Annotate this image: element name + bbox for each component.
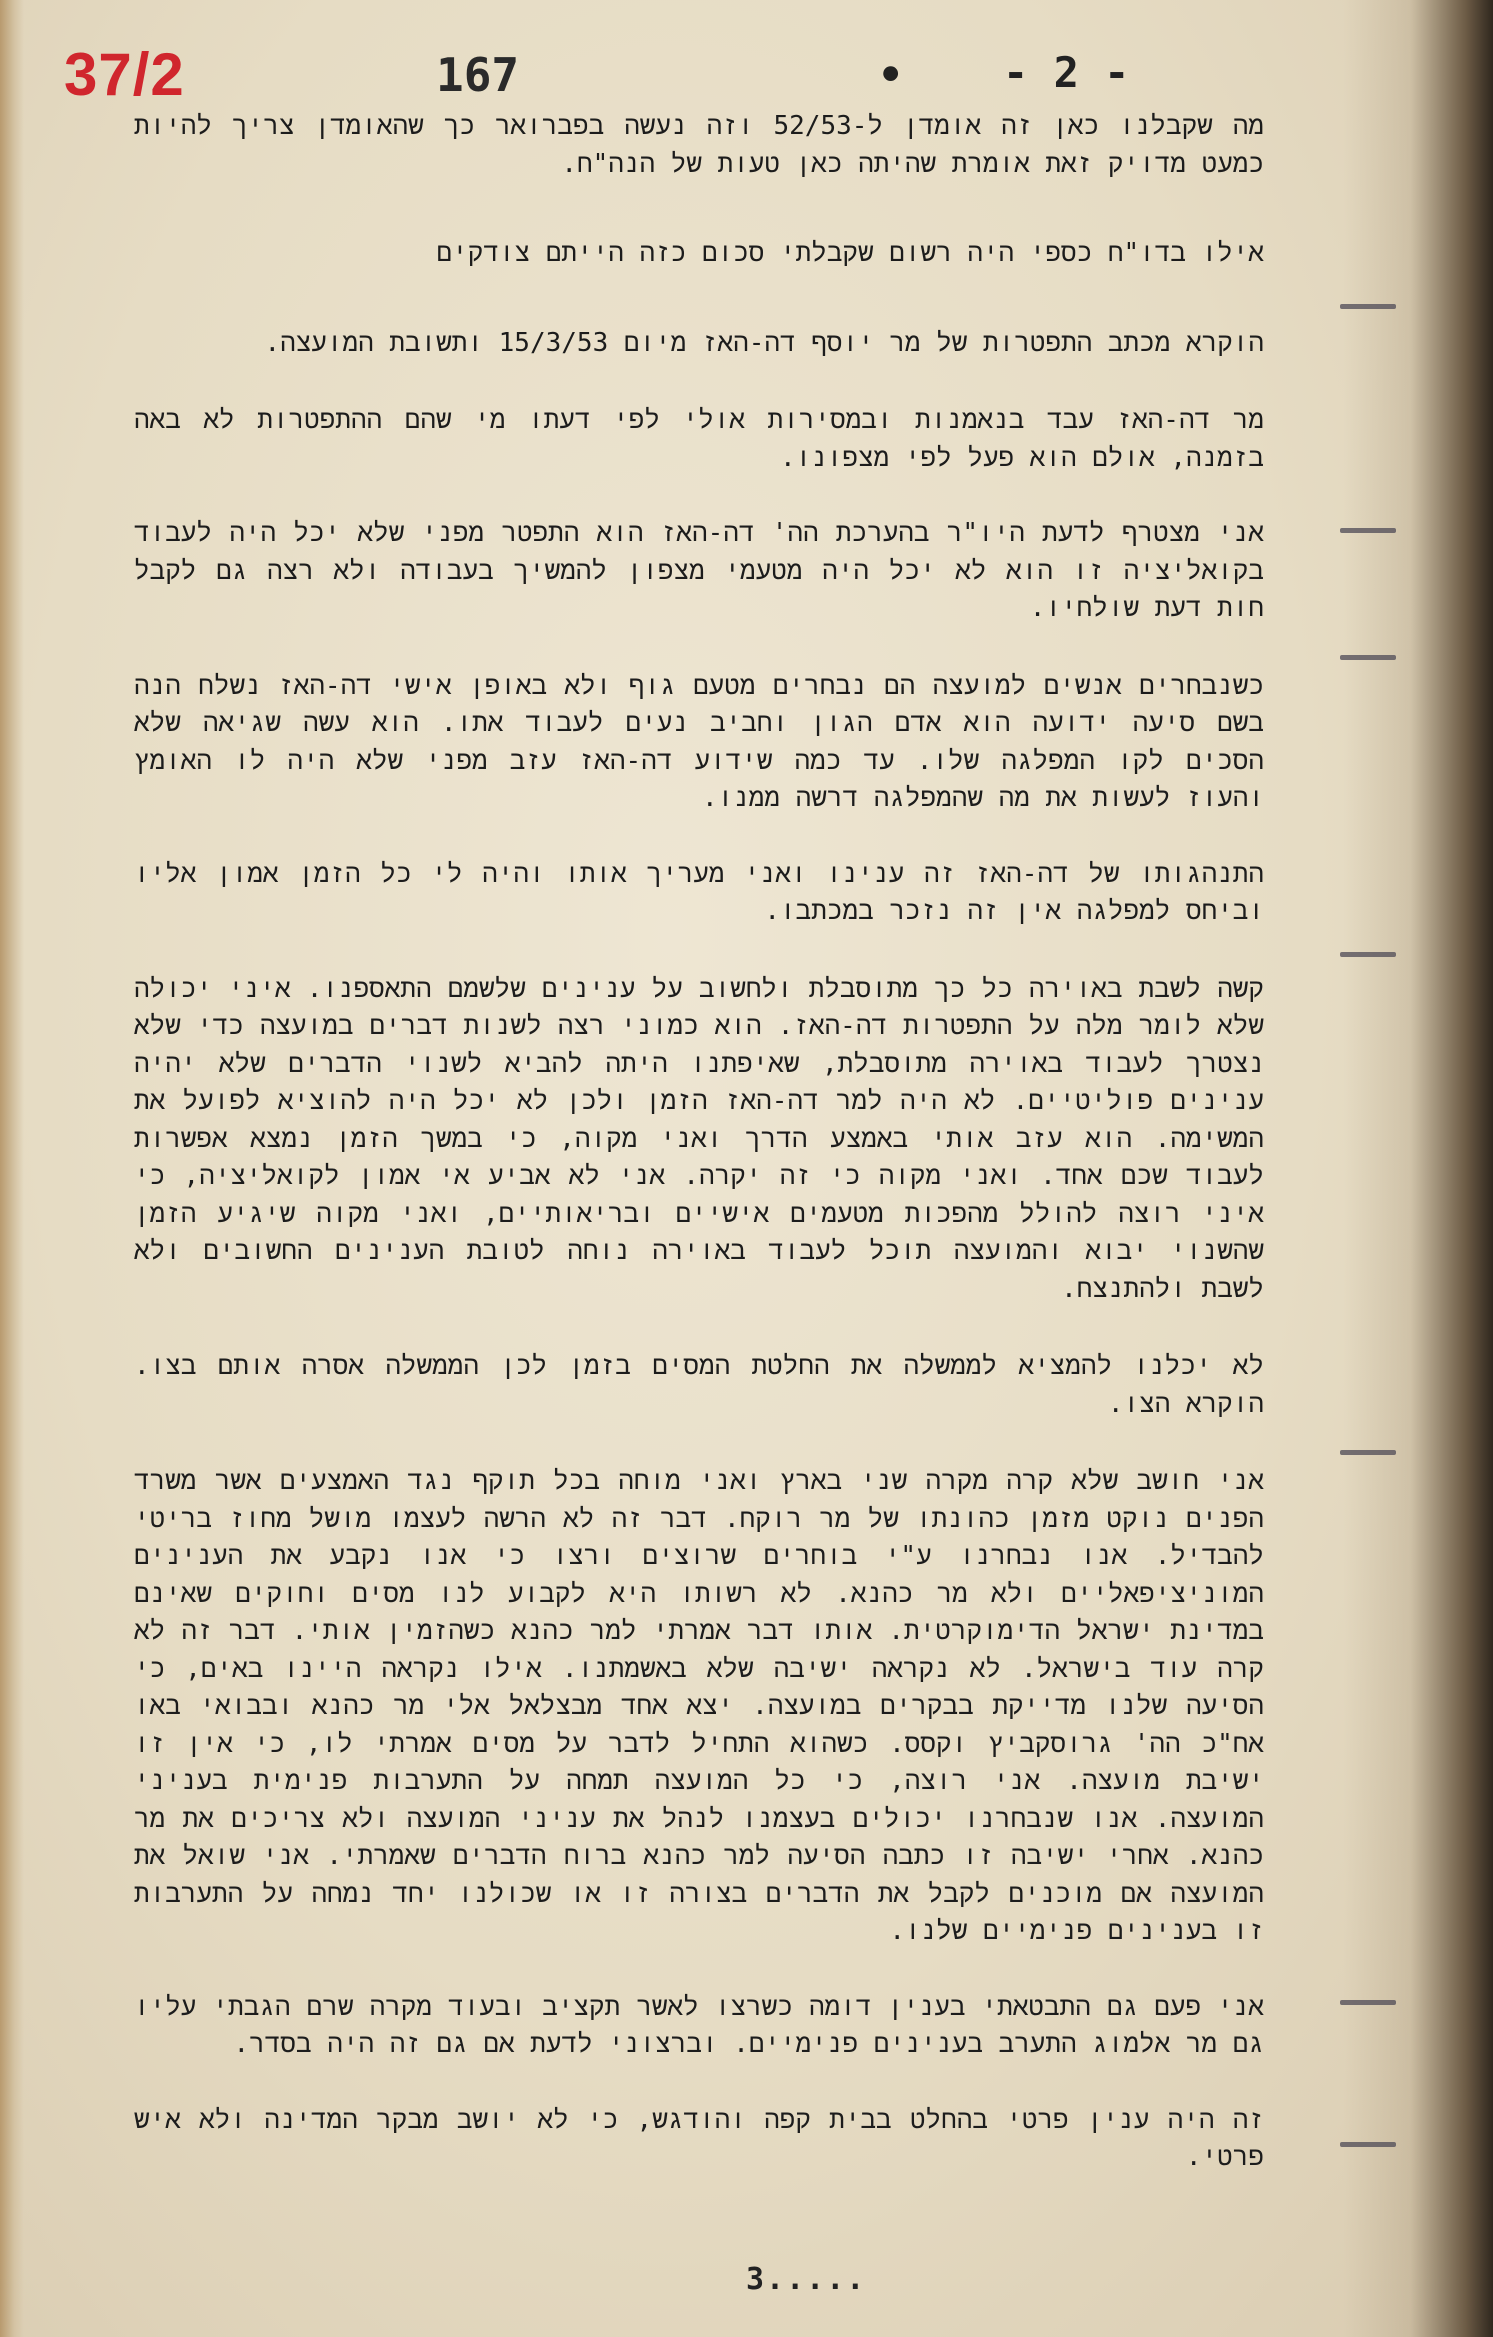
header-bullet: •	[878, 50, 904, 99]
margin-speaker-mark	[1340, 952, 1396, 957]
paragraph: אני מצטרף לדעת היו"ר בהערכת הה' דה-האז הוא התפטר מפני שלא יכל היה לעבוד בקואליציה זו הוא לא יכל היה מטעמי מצפון להמשיך בעבודה ולא רצה גם לקבל חות דעת שולחיו.	[134, 518, 1264, 623]
page-number: - 2 -	[1003, 48, 1130, 97]
margin-speaker-mark	[1340, 528, 1396, 533]
paragraph: התנהגותו של דה-האז זה ענינו ואני מעריך אותו והיה לי כל הזמן אמון אליו וביחס למפלגה אין זה נזכר במכתבו.	[134, 858, 1264, 926]
paragraph: אני פעם גם התבטאתי בענין דומה כשרצו לאשר תקציב ובעוד מקרה שרם הגבתי עליו גם מר אלמוג התערב בענינים פנימיים. וברצוני לדעת אם גם זה היה בסדר.	[134, 1991, 1264, 2059]
binding-spine-shadow	[1343, 0, 1493, 2337]
paragraph: כשנבחרים אנשים למועצה הם נבחרים מטעם גוף ולא באופן אישי דה-האז נשלח הנה בשם סיעה ידועה הוא אדם הגון וחביב נעים לעבוד אתו. הוא עשה שגיאה שלא הסכים לקו המפלגה שלו. עד כמה שידוע דה-האז עזב מפני שלא היה לו האומץ והעוז לעשות את מה שהמפלגה דרשה ממנו.	[134, 670, 1264, 813]
red-stamp-label: 37/2	[64, 41, 185, 108]
document-body	[134, 108, 1264, 2177]
archive-number: 167	[436, 48, 520, 102]
paragraph: זה היה ענין פרטי בהחלט בבית קפה והודגש, כי לא יושב מבקר המדינה ולא איש פרטי.	[134, 2104, 1264, 2172]
margin-speaker-mark	[1340, 655, 1396, 660]
paragraph: מר דה-האז עבד בנאמנות ובמסירות אולי לפי דעתו מי שהם ההתפטרות לא באה בזמנה, אולם הוא פעל לפי מצפונו.	[134, 405, 1264, 473]
margin-speaker-mark	[1340, 304, 1396, 309]
margin-speaker-mark	[1340, 2000, 1396, 2005]
paragraph: קשה לשבת באוירה כל כך מתוסבלת ולחשוב על ענינים שלשמם התאספנו. איני יכולה שלא לומר מלה על התפטרות דה-האז. הוא כמוני רצה לשנות דברים במועצה כדי שלא נצטרך לעבוד באוירה מתוסבלת, שאיפתנו היתה להביא לשנוי הדברים שלא יהיה ענינים פוליטיים. לא היה למר דה-האז הזמן ולכן לא יכל היה להוציא לפועל את המשימה. הוא עזב אותי באמצע הדרך ואני מקוה, כי במשך הזמן נמצא אפשרות לעבוד שכם אחד. ואני מקוה כי זה יקרה. אני לא אביע אי אמון לקואליציה, כי איני רוצה להולל מהפכות מטעמים אישיים ובריאותיים, ואני מקוה שיגיע הזמן שהשנוי יבוא והמועצה תוכל לעבוד באוירה נוחה לטובת הענינים החשובים ולא לשבת ולהתנצח.	[134, 973, 1264, 1304]
continuation-marker: 3.....	[746, 2262, 867, 2297]
margin-speaker-mark	[1340, 2142, 1396, 2147]
left-page-edge	[0, 0, 24, 2337]
paragraph: אילו בדו"ח כספי היה רשום שקבלתי סכום כזה הייתם צודקים	[436, 238, 1264, 268]
paragraph: מה שקבלנו כאן זה אומדן ל-52/53 וזה נעשה בפברואר כך שהאומדן צריך להיות כמעט מדויק זאת אומרת שהיתה כאן טעות של הנה"ח.	[134, 111, 1265, 179]
paragraph: הוקרא מכתב התפטרות של מר יוסף דה-האז מיום 15/3/53 ותשובת המועצה.	[264, 327, 1264, 358]
paragraph: לא יכלנו להמציא לממשלה את החלטת המסים בזמן לכן הממשלה אסרה אותם בצו. הוקרא הצו.	[134, 1351, 1264, 1419]
margin-speaker-mark	[1340, 1450, 1396, 1455]
paragraph: אני חושב שלא קרה מקרה שני בארץ ואני מוחה בכל תוקף נגד האמצעים אשר משרד הפנים נוקט מזמן כהונתו של מר רוקח. דבר זה לא הרשה לעצמו מושל מחוז בריטי להבדיל. אנו נבחרנו ע"י בוחרים שרוצים ורצו כי אנו נקבע את הענינים המוניציפאליים ולא מר כהנא. לא רשותו היא לקבוע לנו מסים וחוקים שאינם במדינת ישראל הדימוקרטית. אותו דבר אמרתי למר כהנא כשהזמין אותי. דבר זה לא קרה עוד בישראל. לא נקראה ישיבה שלא באשמתנו. אילו נקראה היינו באים, כי הסיעה שלנו מדייקת בבקרים במועצה. יצא אחד מבצלאל אלי מר כהנא ובבואי באו אח"כ הה' גרוסקביץ וקסס. כשהוא התחיל לדבר על מסים אמרתי לו, כי אין זו ישיבת מועצה. אני רוצה, כי כל המועצה תמחה על התערבות פנימית בעניני המועצה. אנו שנבחרנו יכולים בעצמנו לנהל את עניני המועצה ולא צריכים את מר כהנא. אחרי ישיבה זו כתבה הסיעה למר כהנא ברוח הדברים שאמרתי. אני שואל את המועצה אם מוכנים לקבל את הדברים בצורה זו או שכולנו יחד נמחה על התערבות זו בענינים פנימיים שלנו.	[134, 1466, 1264, 1946]
